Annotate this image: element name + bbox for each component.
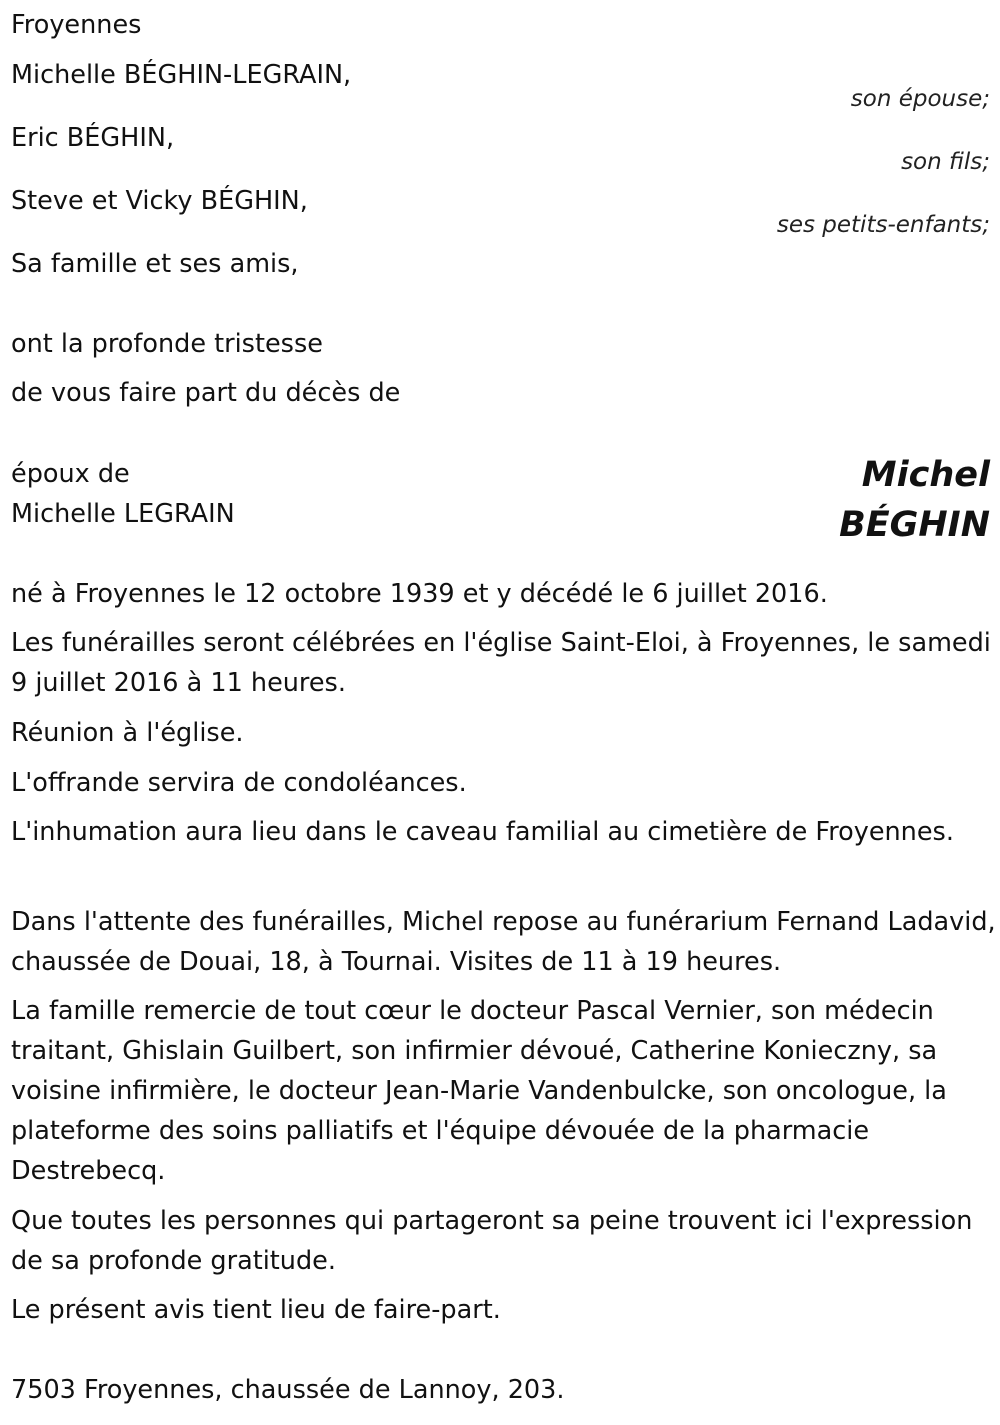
family-role-grandchildren: ses petits-enfants; <box>776 212 990 238</box>
announcement-line-2: de vous faire part du décès de <box>11 378 401 408</box>
birth-death-paragraph: né à Froyennes le 12 octobre 1939 et y décédé le 6 juillet 2016. <box>11 579 828 609</box>
address: 7503 Froyennes, chaussée de Lannoy, 203. <box>11 1375 565 1405</box>
family-member-spouse: Michelle BÉGHIN-LEGRAIN, <box>11 60 352 90</box>
spouse-intro: époux de <box>11 459 130 489</box>
deceased-last-name: BÉGHIN <box>839 505 990 545</box>
spouse-name: Michelle LEGRAIN <box>11 499 235 529</box>
family-role-son: son fils; <box>901 149 990 175</box>
family-member-grandchildren: Steve et Vicky BÉGHIN, <box>11 186 308 216</box>
family-member-friends: Sa famille et ses amis, <box>11 249 299 279</box>
gratitude-paragraph: Que toutes les personnes qui partageront sa peine trouvent ici l'expression de sa profonde gratitude. <box>11 1206 973 1276</box>
family-member-son: Eric BÉGHIN, <box>11 123 175 153</box>
family-role-spouse: son épouse; <box>850 86 990 112</box>
funeral-paragraph: Les funérailles seront célébrées en l'église Saint-Eloi, à Froyennes, le samedi 9 juillet 2016 à 11 heures. <box>11 628 991 698</box>
burial-paragraph: L'inhumation aura lieu dans le caveau familial au cimetière de Froyennes. <box>11 817 954 847</box>
deceased-first-name: Michel <box>861 455 990 495</box>
funeral-home-paragraph: Dans l'attente des funérailles, Michel repose au funérarium Fernand Ladavid, chaussée de Douai, 18, à Tournai. Visites de 11 à 19 heures. <box>11 907 996 977</box>
announcement-line-1: ont la profonde tristesse <box>11 329 323 359</box>
header-location: Froyennes <box>11 10 142 40</box>
offering-paragraph: L'offrande servira de condoléances. <box>11 768 467 798</box>
meeting-paragraph: Réunion à l'église. <box>11 718 244 748</box>
notice-paragraph: Le présent avis tient lieu de faire-part. <box>11 1295 501 1325</box>
thanks-paragraph: La famille remercie de tout cœur le docteur Pascal Vernier, son médecin traitant, Ghislain Guilbert, son infirmier dévoué, Catherine Konieczny, sa voisine infirmière, le docteur Jean-Marie Vandenbulcke, son oncologue, la plateforme des soins palliatifs et l'équipe dévouée de la pharmacie Destrebecq. <box>11 996 947 1186</box>
deceased-name <box>839 450 990 550</box>
